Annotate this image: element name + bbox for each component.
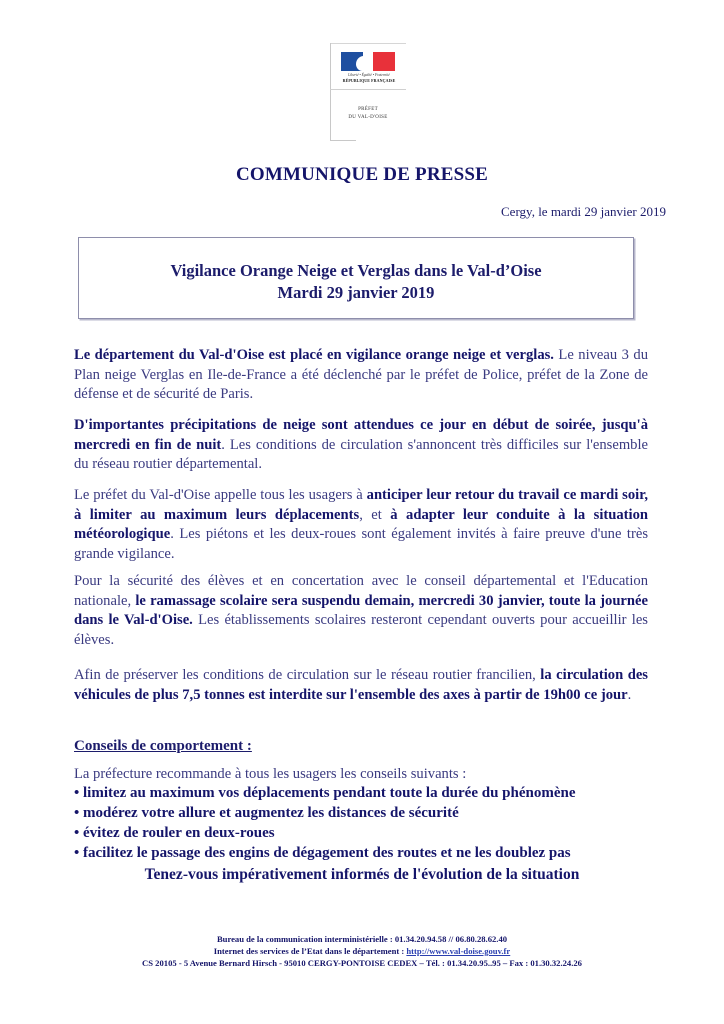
logo-border-left <box>330 43 331 141</box>
prefecture-logo <box>330 43 406 141</box>
flag-red-band <box>373 52 395 71</box>
paragraph-precipitation <box>74 416 648 475</box>
paragraph-school-transport <box>74 572 648 650</box>
prefet-label: PRÉFET <box>358 107 378 112</box>
paragraph-text: Le niveau 3 du Plan neige Verglas en Ile-de-France a été déclenché par le préfet de Police, préfet de la Zone de défense et de sécurité de Paris. <box>74 347 649 402</box>
paragraph-vigilance <box>74 346 648 405</box>
advice-heading: Conseils de comportement : <box>74 738 252 754</box>
paragraph-emphasis: D'importantes précipitations de neige sont attendues ce jour en début de soirée, jusqu'à mercredi en fin de nuit <box>74 417 648 453</box>
paragraph-text: . Les piétons et les deux-roues sont également invités à faire preuve d'une très grande vigilance. <box>74 526 648 562</box>
footer-contact: Bureau de la communication interministérielle : 01.34.20.94.58 // 06.80.28.62.40 <box>216 934 508 944</box>
marianne-logo-icon <box>341 52 395 71</box>
marianne-profile-icon <box>356 56 370 71</box>
paragraph-text: . <box>627 686 632 703</box>
paragraph-emphasis: le ramassage scolaire sera suspendu demain, mercredi 30 janvier, toute la journée dans le Val-d'Oise. <box>74 592 648 628</box>
paragraph-text: . Les conditions de circulation s'annoncent très difficiles sur l'ensemble du réseau routier départemental. <box>74 436 648 472</box>
headline-box <box>78 237 634 319</box>
paragraph-text: Pour la sécurité des élèves et en concertation avec le conseil départemental et l'Education nationale, <box>74 573 648 609</box>
footer-website-label: Internet des services de l’Etat dans le département : <box>213 946 407 956</box>
republic-motto: Liberté • Égalité • Fraternité <box>348 73 390 77</box>
advice-bullet: • limitez au maximum vos déplacements pendant toute la durée du phénomène <box>74 785 576 801</box>
advice-intro: La préfecture recommande à tous les usagers les conseils suivants : <box>74 766 467 782</box>
closing-statement: Tenez-vous impérativement informés de l'évolution de la situation <box>144 866 580 883</box>
footer-address: CS 20105 - 5 Avenue Bernard Hirsch - 95010 CERGY-PONTOISE CEDEX – Tél. : 01.34.20.95..95 – Fax : 01.30.32.24.26 <box>142 958 582 968</box>
prefet-department-label: DU VAL-D'OISE <box>348 115 388 120</box>
republique-francaise-label: RÉPUBLIQUE FRANÇAISE <box>342 78 396 83</box>
footer-website <box>0 946 724 956</box>
website-link[interactable]: http://www.val-doise.gouv.fr <box>406 946 511 956</box>
paragraph-emphasis: à adapter leur conduite à la situation météorologique <box>74 506 649 542</box>
logo-border-top <box>330 43 406 44</box>
advice-bullet: • modérez votre allure et augmentez les distances de sécurité <box>74 805 459 821</box>
document-title: COMMUNIQUE DE PRESSE <box>235 164 489 185</box>
logo-divider <box>330 89 406 90</box>
paragraph-text: Le préfet du Val-d'Oise appelle tous les usagers à <box>74 487 367 503</box>
dateline: Cergy, le mardi 29 janvier 2019 <box>501 204 666 219</box>
logo-border-bottom <box>330 140 356 141</box>
paragraph-text: Afin de préserver les conditions de circulation sur le réseau routier francilien, <box>74 667 541 683</box>
headline-title: Vigilance Orange Neige et Verglas dans le Val-d’Oise <box>170 261 542 280</box>
paragraph-emphasis: Le département du Val-d'Oise est placé en vigilance orange neige et verglas. <box>74 347 554 363</box>
advice-bullet: • facilitez le passage des engins de dégagement des routes et ne les doublez pas <box>74 845 571 861</box>
paragraph-prefet-appeal <box>74 486 648 564</box>
advice-bullet: • évitez de rouler en deux-roues <box>74 825 275 841</box>
paragraph-emphasis: la circulation des véhicules de plus 7,5 tonnes est interdite sur l'ensemble des axes à partir de 19h00 ce jour <box>74 667 648 703</box>
paragraph-text: , et <box>359 506 391 523</box>
paragraph-emphasis: anticiper leur retour du travail ce mardi soir, à limiter au maximum leurs déplacements <box>74 487 648 523</box>
paragraph-text: Les établissements scolaires resteront cependant ouverts pour accueillir les élèves. <box>74 612 648 648</box>
paragraph-heavy-vehicles <box>74 666 648 705</box>
headline-date: Mardi 29 janvier 2019 <box>277 283 435 302</box>
